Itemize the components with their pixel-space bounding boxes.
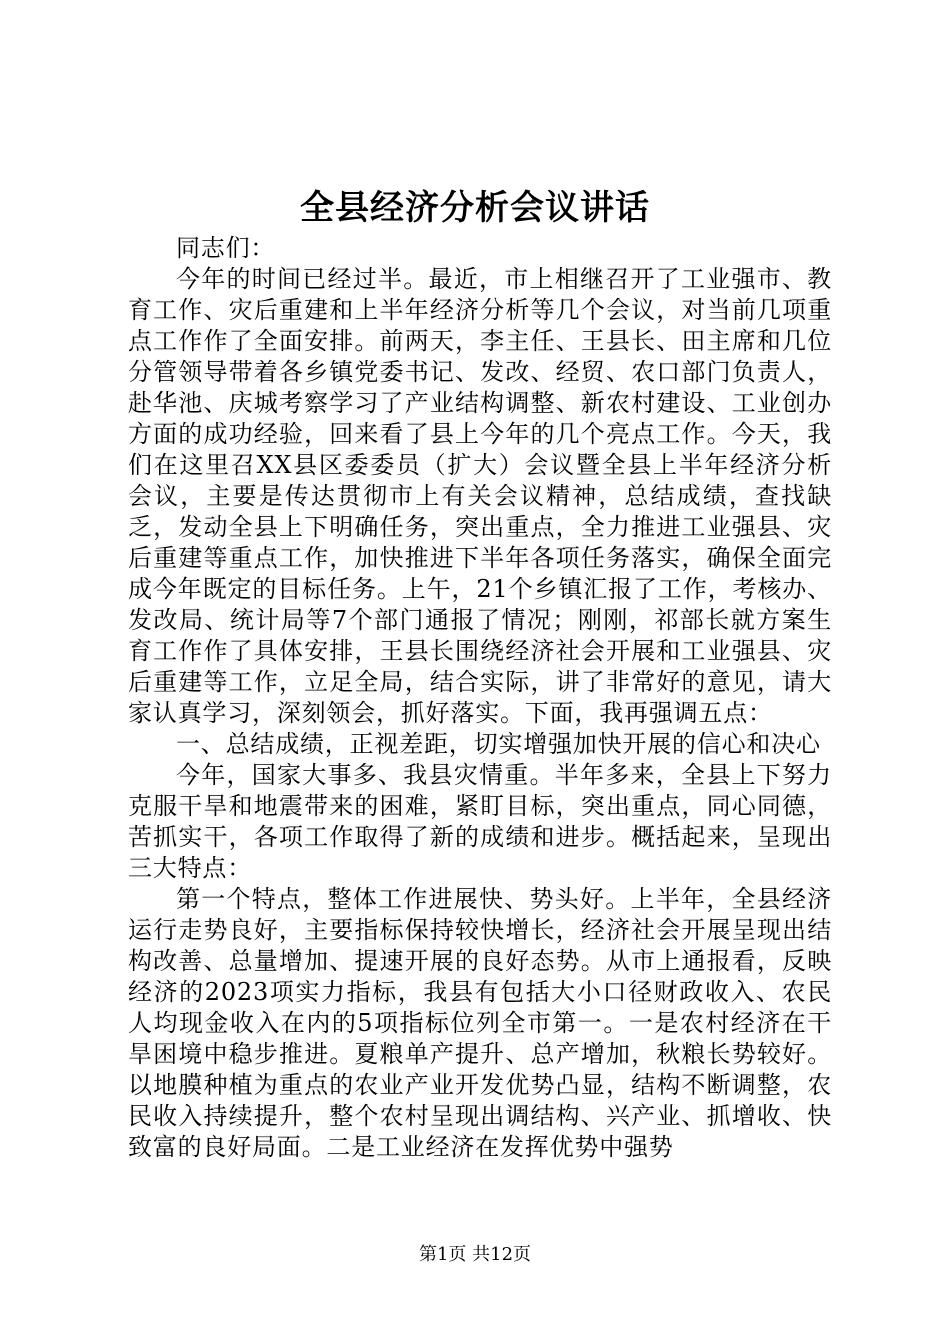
salutation-paragraph: 同志们： (176, 234, 276, 262)
document-title: 全县经济分析会议讲话 (300, 188, 650, 228)
document-body (128, 233, 832, 1163)
feature-paragraph: 第一个特点，整体工作进展快、势头好。上半年，全县经济运行走势良好，主要指标保持较快增长，经济社会开展呈现出结构改善、总量增加、提速开展的良好态势。从市上通报看，反映经济的2023项实力指标，我县有包括大小口径财政收入、农民人均现金收入在内的5项指标位列全市第一。一是农村经济在干旱困境中稳步推进。夏粮单产提升、总产增加，秋粮长势较好。以地膜种植为重点的农业产业开发优势凸显，结构不断调整，农民收入持续提升，整个农村呈现出调结构、兴产业、抓增收、快致富的良好局面。二是工业经济在发挥优势中强势 (128, 885, 832, 1161)
intro-paragraph: 今年的时间已经过半。最近，市上相继召开了工业强市、教育工作、灾后重建和上半年经济分析等几个会议，对当前几项重点工作作了全面安排。前两天，李主任、王县长、田主席和几位分管领导带着各乡镇党委书记、发改、经贸、农口部门负责人，赴华池、庆城考察学习了产业结构调整、新农村建设、工业创办方面的成功经验，回来看了县上今年的几个亮点工作。今天，我们在这里召XX县区委委员（扩大）会议暨全县上半年经济分析会议，主要是传达贯彻市上有关会议精神，总结成绩，查找缺乏，发动全县上下明确任务，突出重点，全力推进工业强县、灾后重建等重点工作，加快推进下半年各项任务落实，确保全面完成今年既定的目标任务。上午，21个乡镇汇报了工作，考核办、发改局、统计局等7个部门通报了情况；刚刚，祁部长就方案生育工作作了具体安排，王县长围绕经济社会开展和工业强县、灾后重建等工作，立足全局，结合实际，讲了非常好的意见，请大家认真学习，深刻领会，抓好落实。下面，我再强调五点： (128, 265, 832, 727)
summary-paragraph: 今年，国家大事多、我县灾情重。半年多来，全县上下努力克服干旱和地震带来的困难，紧盯目标，突出重点，同心同德，苦抓实干，各项工作取得了新的成绩和进步。概括起来，呈现出三大特点： (128, 761, 832, 882)
page-footer: 第1页 共12页 (418, 1244, 532, 1265)
section-heading: 一、总结成绩，正视差距，切实增强加快开展的信心和决心 (176, 730, 821, 758)
